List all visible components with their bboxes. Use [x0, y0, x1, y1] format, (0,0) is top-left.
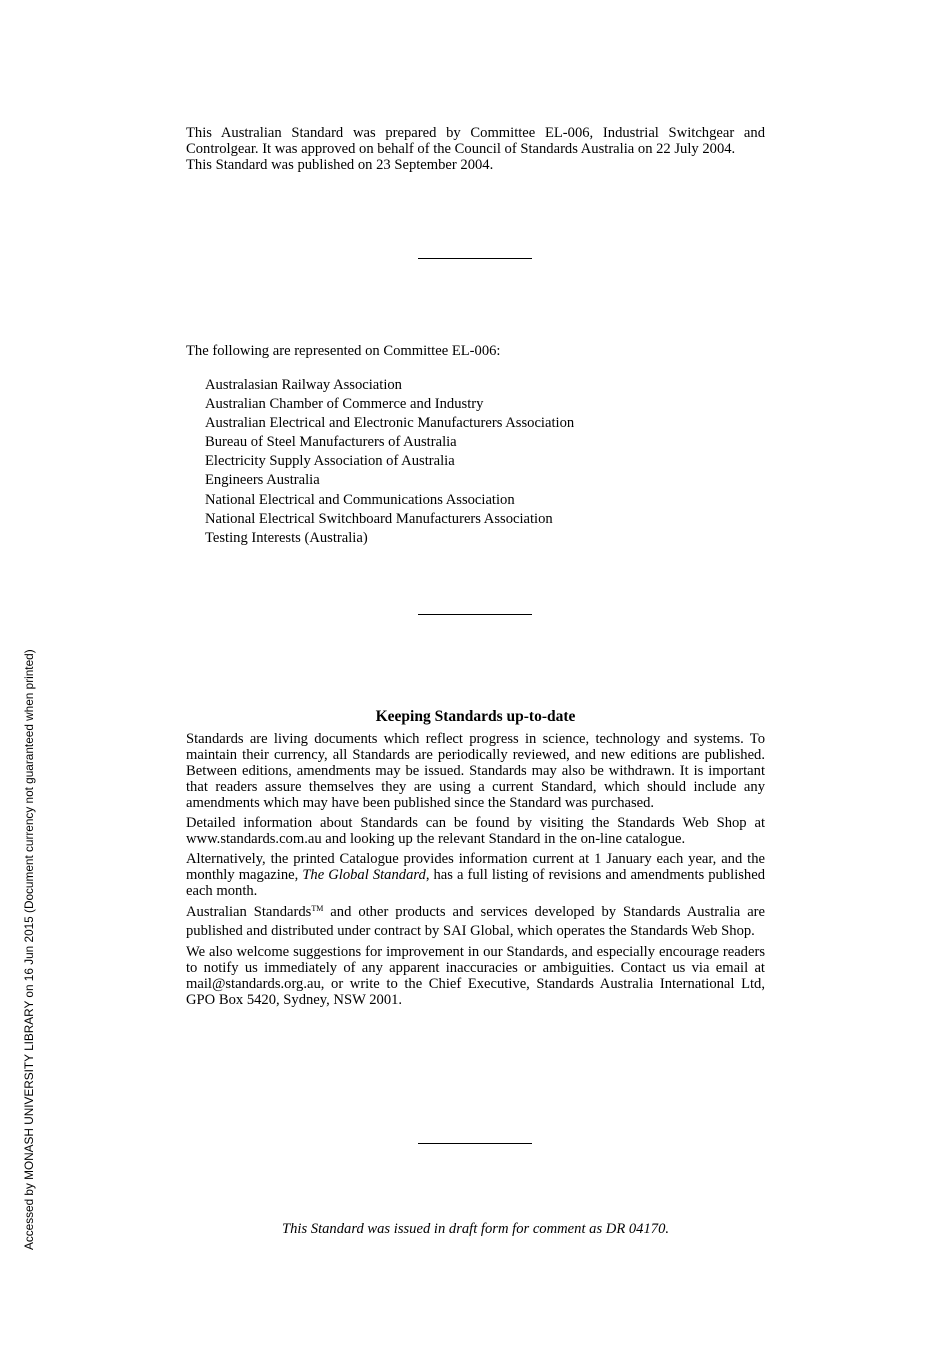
- section-divider: [418, 1143, 532, 1144]
- committee-heading: The following are represented on Committee EL-006:: [186, 343, 501, 359]
- magazine-title: The Global Standard: [302, 867, 426, 883]
- committee-member: Australian Electrical and Electronic Manufacturers Association: [205, 415, 575, 432]
- paragraph-sai-global: [186, 903, 765, 940]
- committee-member: Bureau of Steel Manufacturers of Australia: [205, 434, 457, 451]
- keeping-standards-heading: Keeping Standards up-to-date: [375, 708, 576, 725]
- committee-member: National Electrical Switchboard Manufacturers Association: [205, 510, 553, 527]
- sai-text-end: and other products and services developed by Standards Australia are published and distributed under contract by SAI Global, which operates the Standards Web Shop.: [186, 904, 766, 939]
- committee-member: Australasian Railway Association: [205, 377, 402, 393]
- sai-text: Australian Standards: [186, 904, 312, 920]
- paragraph-living-documents: Standards are living documents which reflect progress in science, technology and systems. To maintain their currency, all Standards are periodically reviewed, and new editions are published. Between editions, amendments may be issued. Standards may also be withdrawn. It is important that readers assure themselves they are using a current Standard, which should include any amendments which may have been published since the Standard was purchased.: [186, 731, 765, 811]
- committee-member-list: [205, 376, 574, 548]
- committee-member: Testing Interests (Australia): [205, 529, 368, 546]
- keeping-standards-body: [186, 731, 765, 1012]
- committee-member: National Electrical and Communications Association: [205, 491, 515, 508]
- committee-member: Engineers Australia: [205, 472, 320, 489]
- catalogue-text: Alternatively, the printed Catalogue provides information current at 1 January each year, and the monthly magazine,: [186, 851, 765, 883]
- publication-date-text: This Standard was published on 23 September 2004.: [186, 157, 494, 173]
- committee-member: Electricity Supply Association of Australia: [205, 453, 455, 470]
- approval-text: This Australian Standard was prepared by Committee EL-006, Industrial Switchgear and Controlgear. It was approved on behalf of the Council of Standards Australia on 22 July 2004.: [186, 125, 765, 157]
- section-divider: [418, 614, 532, 615]
- access-watermark: Accessed by MONASH UNIVERSITY LIBRARY on 16 Jun 2015 (Document currency not guaranteed when printed): [22, 649, 36, 1250]
- paragraph-catalogue: [186, 851, 765, 899]
- paragraph-web-shop: Detailed information about Standards can be found by visiting the Standards Web Shop at www.standards.com.au and looking up the relevant Standard in the on-line catalogue.: [186, 815, 765, 847]
- catalogue-text-end: , has a full listing of revisions and amendments published each month.: [186, 867, 765, 899]
- section-divider: [418, 258, 532, 259]
- committee-member: Australian Chamber of Commerce and Industry: [205, 396, 484, 413]
- trademark-mark: TM: [311, 904, 324, 913]
- paragraph-suggestions: We also welcome suggestions for improvement in our Standards, and especially encourage readers to notify us immediately of any apparent inaccuracies or ambiguities. Contact us via email at mail@standards.org.au, or write to the Chief Executive, Standards Australia International Ltd, GPO Box 5420, Sydney, NSW 2001.: [186, 944, 765, 1008]
- draft-note: This Standard was issued in draft form for comment as DR 04170.: [281, 1221, 670, 1237]
- approval-notice: [186, 125, 765, 173]
